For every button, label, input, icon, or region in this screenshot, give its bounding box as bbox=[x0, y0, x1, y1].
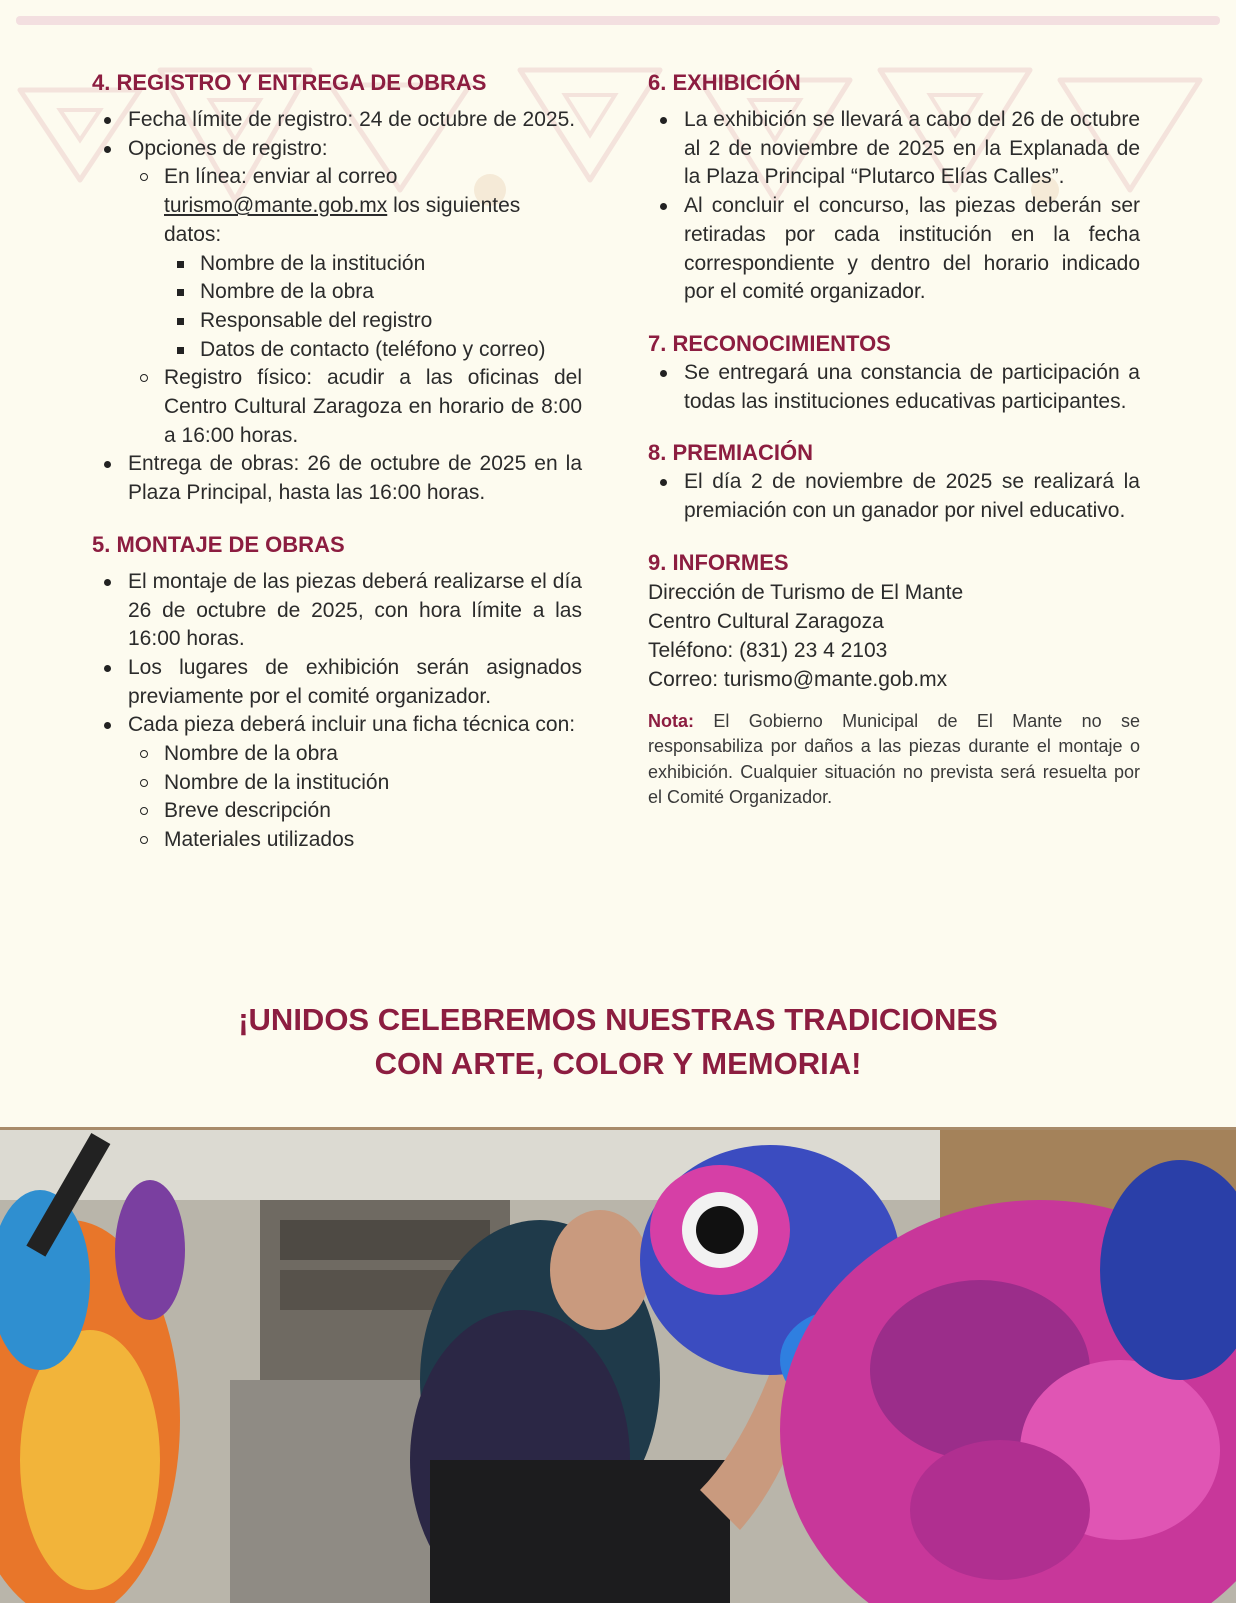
registro-options bbox=[128, 163, 582, 450]
list-item: Nombre de la institución bbox=[128, 769, 582, 798]
registro-datos-list bbox=[164, 250, 582, 365]
top-decorative-bar bbox=[16, 16, 1220, 25]
slogan-line-2: CON ARTE, COLOR Y MEMORIA! bbox=[374, 1046, 862, 1081]
disclaimer-note bbox=[648, 709, 1140, 811]
section-exhibicion bbox=[648, 68, 1140, 307]
list-item: Registro físico: acudir a las oficinas del Centro Cultural Zaragoza en horario de 8:00 a 16:00 horas. bbox=[128, 364, 582, 450]
list-item: Breve descripción bbox=[128, 797, 582, 826]
registro-list bbox=[92, 106, 582, 508]
left-column bbox=[92, 68, 582, 855]
list-item: Nombre de la obra bbox=[128, 740, 582, 769]
note-label: Nota: bbox=[648, 710, 694, 731]
list-item: El día 2 de noviembre de 2025 se realizará la premiación con un ganador por nivel educativo. bbox=[648, 468, 1140, 525]
photo-illustration bbox=[0, 1130, 1236, 1603]
ficha-list bbox=[128, 740, 582, 855]
section-montaje bbox=[92, 530, 582, 855]
section-title-exhibicion: 6. EXHIBICIÓN bbox=[648, 70, 801, 95]
list-item: La exhibición se llevará a cabo del 26 de octubre al 2 de noviembre de 2025 en la Explanada de la Plaza Principal “Plutarco Elías Calles”. bbox=[648, 106, 1140, 192]
note-text: El Gobierno Municipal de El Mante no se responsabiliza por daños a las piezas durante el montaje o exhibición. Cualquier situación no prevista será resuelta por el Comité Organizador. bbox=[648, 710, 1140, 808]
informes-line: Centro Cultural Zaragoza bbox=[648, 609, 884, 633]
reconocimientos-list bbox=[648, 359, 1140, 416]
right-column bbox=[648, 68, 1140, 811]
list-item: Cada pieza deberá incluir una ficha técnica con: Nombre de la obra Nombre de la institución Breve descripción Materiales utilizados bbox=[92, 711, 582, 855]
slogan bbox=[0, 998, 1236, 1086]
list-item: Nombre de la institución bbox=[164, 250, 582, 279]
list-item: Se entregará una constancia de participación a todas las instituciones educativas participantes. bbox=[648, 359, 1140, 416]
exhibicion-list bbox=[648, 106, 1140, 307]
informes-line: Dirección de Turismo de El Mante bbox=[648, 580, 964, 604]
section-title-montaje: 5. MONTAJE DE OBRAS bbox=[92, 531, 345, 557]
list-item: El montaje de las piezas deberá realizarse el día 26 de octubre de 2025, con hora límite a las 16:00 horas. bbox=[92, 568, 582, 654]
informes-email: Correo: turismo@mante.gob.mx bbox=[648, 667, 948, 691]
section-registro bbox=[92, 68, 582, 508]
list-item: Materiales utilizados bbox=[128, 826, 582, 855]
list-item: Entrega de obras: 26 de octubre de 2025 en la Plaza Principal, hasta las 16:00 horas. bbox=[92, 450, 582, 507]
list-item: En línea: enviar al correo turismo@mante.gob.mx los siguientes datos: Nombre de la institución Nombre de la obra Responsable del registro Datos de contacto (teléfono y correo) bbox=[128, 163, 582, 364]
section-premiacion bbox=[648, 438, 1140, 525]
section-title-reconocimientos: 7. RECONOCIMIENTOS bbox=[648, 330, 891, 356]
list-item: Opciones de registro: En línea: enviar al correo turismo@mante.gob.mx los siguientes datos: Nombre de la institución Nombre de la obra Responsable del registro Datos de contacto (teléfono y correo) Registro físico: acudir a las oficinas del Centro Cultural Zaragoza en horario de 8:00 a 16:00 horas. bbox=[92, 135, 582, 451]
list-item: Fecha límite de registro: 24 de octubre de 2025. bbox=[92, 106, 582, 135]
alebrije-painting-photo bbox=[0, 1127, 1236, 1603]
list-item: Responsable del registro bbox=[164, 307, 582, 336]
section-reconocimientos bbox=[648, 329, 1140, 416]
slogan-line-1: ¡UNIDOS CELEBREMOS NUESTRAS TRADICIONES bbox=[238, 1002, 998, 1037]
list-item: Nombre de la obra bbox=[164, 278, 582, 307]
registro-email-link[interactable]: turismo@mante.gob.mx bbox=[164, 194, 388, 218]
list-item: Datos de contacto (teléfono y correo) bbox=[164, 336, 582, 365]
section-title-premiacion: 8. PREMIACIÓN bbox=[648, 440, 814, 466]
informes-phone: Teléfono: (831) 23 4 2103 bbox=[648, 638, 888, 662]
section-title-informes: 9. INFORMES bbox=[648, 549, 789, 575]
premiacion-list bbox=[648, 468, 1140, 525]
montaje-list bbox=[92, 568, 582, 855]
list-item: Al concluir el concurso, las piezas deberán ser retiradas por cada institución en la fecha correspondiente y dentro del horario indicado por el comité organizador. bbox=[648, 192, 1140, 307]
section-informes bbox=[648, 548, 1140, 694]
section-title-registro: 4. REGISTRO Y ENTREGA DE OBRAS bbox=[92, 70, 487, 95]
list-item: Los lugares de exhibición serán asignados previamente por el comité organizador. bbox=[92, 654, 582, 711]
